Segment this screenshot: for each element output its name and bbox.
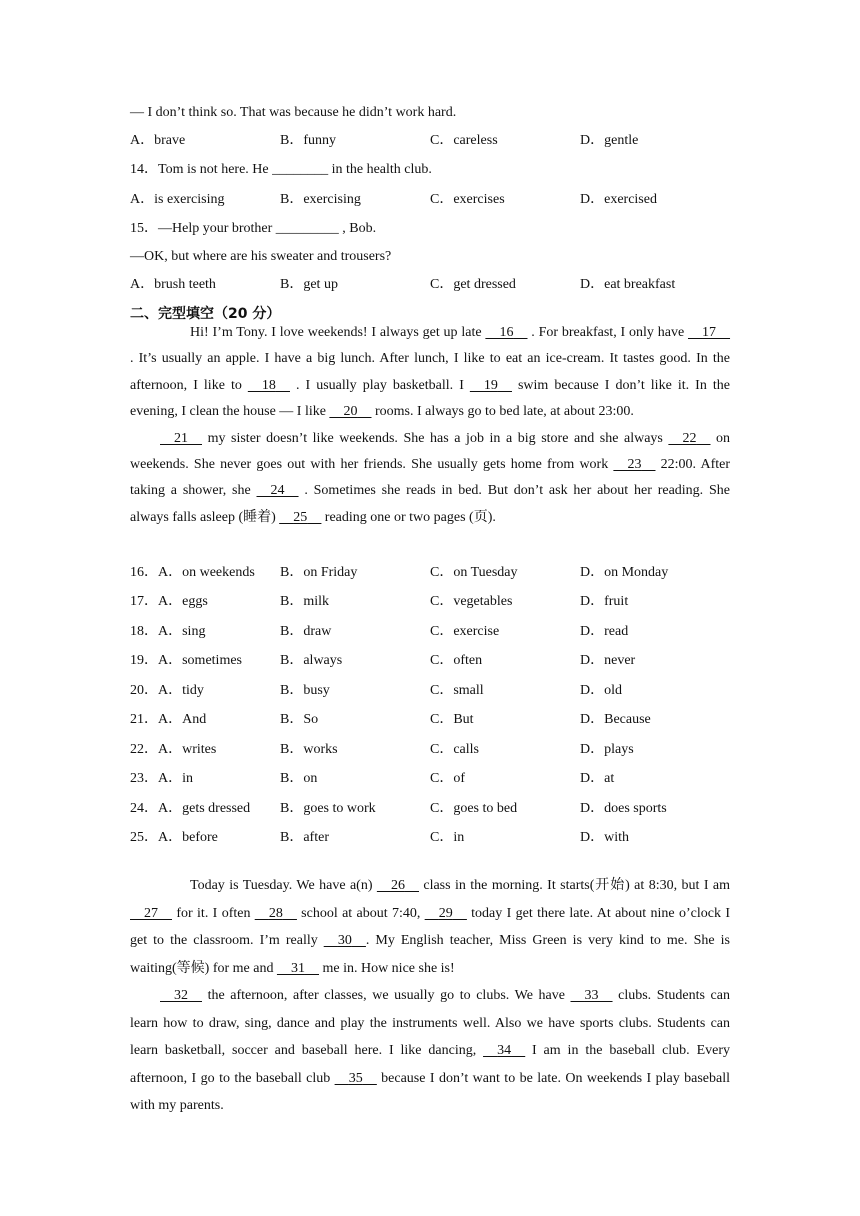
blank-31: 31 — [290, 960, 305, 976]
option-b: B．So — [280, 712, 319, 727]
blank-17: 17 — [702, 325, 717, 340]
question-number: 17． — [130, 594, 158, 609]
question-20 — [130, 681, 730, 701]
option-b: B．busy — [280, 683, 330, 698]
option-a: A．eggs — [158, 594, 208, 609]
option-d: D．never — [580, 653, 636, 668]
question-19 — [130, 651, 730, 671]
option-a: A．gets dressed — [158, 801, 251, 816]
blank-29: 29 — [438, 905, 453, 921]
option-a: A．sometimes — [158, 653, 242, 668]
blank-30: 30 — [337, 933, 352, 948]
option-c: C．But — [430, 712, 474, 727]
passage-1-paragraph-1: Hi! I’m Tony. I love weekends! I always get up late 16 . For breakfast, I only have 17 . It’s usually an apple. I have a big lunch. After lunch, I like to eat an ice-cream. It tastes good. In the afternoon, I like to 18 . I usually play basketball. I 19 swim because I don’t like it. In the evening, I clean the house — I like 20 rooms. I always go to bed late, at about 23:00. — [130, 320, 730, 426]
option-c: C．exercise — [430, 624, 500, 639]
question-16 — [130, 563, 730, 583]
option-b: B．works — [280, 742, 338, 757]
passage-2 — [130, 872, 730, 1120]
option-d: D．with — [580, 830, 629, 845]
option-c: C．of — [430, 771, 465, 786]
q15-options — [130, 275, 730, 295]
option-b: B．funny — [280, 133, 336, 148]
question-number: 20． — [130, 683, 158, 698]
blank-32: 32 — [174, 988, 188, 1003]
blank-26: 26 — [390, 878, 405, 893]
option-d: D．does sports — [580, 801, 667, 816]
blank-34: 34 — [497, 1043, 512, 1058]
passage-2-paragraph-1: Today is Tuesday. We have a(n) 26 class in the morning. It starts(开始) at 8:30, but I am 27 for it. I often 28 school at about 7:40, 29 today I get there late. At about nine o’clock I get to the classroom. I’m really 30 . My English teacher, Miss Green is very kind to me. She is waiting(等候) for me and 31 me in. How nice she is! — [130, 872, 730, 982]
question-number: 23． — [130, 771, 158, 786]
option-d: D．gentle — [580, 133, 639, 148]
question-25 — [130, 828, 730, 848]
option-c: C．careless — [430, 133, 498, 148]
q15-line2: —OK, but where are his sweater and trousers? — [130, 249, 392, 264]
q13-answer-line: — I don’t think so. That was because he didn’t work hard. — [130, 105, 457, 120]
option-c: C．goes to bed — [430, 801, 518, 816]
blank-25: 25 — [293, 509, 308, 525]
blank-23: 23 — [627, 457, 642, 473]
option-d: D．fruit — [580, 594, 629, 609]
q13-options — [130, 131, 730, 151]
question-number: 24． — [130, 801, 158, 816]
blank-19: 19 — [483, 377, 498, 393]
option-d: D．on Monday — [580, 565, 669, 580]
q14-stem: 14．Tom is not here. He ________ in the health club. — [130, 162, 432, 177]
option-b: B．get up — [280, 277, 338, 292]
section-heading: 二、完型填空（20 分） — [130, 306, 281, 322]
question-number: 21． — [130, 712, 158, 727]
question-24 — [130, 799, 730, 819]
passage-2-paragraph-2: 32 the afternoon, after classes, we usually go to clubs. We have 33 clubs. Students can learn how to draw, sing, dance and play the instruments well. Also we have sports clubs. Students can learn basketball, soccer and baseball here. I like dancing, 34 I am in the baseball club. Every afternoon, I go to the baseball club 35 because I don’t want to be late. On weekends I play baseball with my parents. — [130, 982, 730, 1120]
question-number: 19． — [130, 653, 158, 668]
blank-24: 24 — [270, 483, 285, 499]
option-c: C．calls — [430, 742, 479, 757]
q14-options — [130, 190, 730, 210]
question-number: 16． — [130, 565, 158, 580]
blank-27: 27 — [144, 905, 158, 921]
option-a: A．before — [158, 830, 218, 845]
option-d: D．eat breakfast — [580, 277, 676, 292]
option-c: C．on Tuesday — [430, 565, 518, 580]
option-a: A．writes — [158, 742, 217, 757]
option-d: D．plays — [580, 742, 634, 757]
question-21 — [130, 710, 730, 730]
option-b: B．goes to work — [280, 801, 376, 816]
option-c: C．often — [430, 653, 483, 668]
option-a: A．in — [158, 771, 193, 786]
option-b: B．on — [280, 771, 318, 786]
blank-16: 16 — [499, 325, 514, 340]
option-d: D．at — [580, 771, 615, 786]
blank-22: 22 — [682, 430, 697, 446]
option-d: D．read — [580, 624, 629, 639]
option-b: B．exercising — [280, 192, 361, 207]
option-b: B．on Friday — [280, 565, 358, 580]
question-number: 22． — [130, 742, 158, 757]
blank-35: 35 — [348, 1070, 363, 1086]
blank-21: 21 — [174, 430, 188, 446]
option-a: A．brave — [130, 133, 186, 148]
blank-28: 28 — [268, 905, 283, 921]
question-17 — [130, 592, 730, 612]
option-b: B．milk — [280, 594, 330, 609]
option-b: B．after — [280, 830, 329, 845]
option-c: C．in — [430, 830, 465, 845]
option-c: C．exercises — [430, 192, 505, 207]
option-d: D．exercised — [580, 192, 657, 207]
q15-stem: 15．—Help your brother _________ , Bob. — [130, 221, 377, 236]
question-23 — [130, 769, 730, 789]
option-a: A．sing — [158, 624, 206, 639]
passage-1-paragraph-2: 21 my sister doesn’t like weekends. She has a job in a big store and she always 22 on weekends. She never goes out with her friends. She usually gets home from work 23 22:00. After taking a shower, she 24 . Sometimes she reads in bed. But don’t ask her about her reading. She always falls asleep (睡着) 25 reading one or two pages (页). — [130, 426, 730, 532]
question-18 — [130, 622, 730, 642]
option-d: D．old — [580, 683, 622, 698]
option-a: A．on weekends — [158, 565, 255, 580]
option-a: A．brush teeth — [130, 277, 216, 292]
option-a: A．is exercising — [130, 192, 225, 207]
option-c: C．vegetables — [430, 594, 513, 609]
option-c: C．small — [430, 683, 484, 698]
blank-33: 33 — [584, 988, 599, 1003]
option-a: A．And — [158, 712, 207, 727]
question-number: 18． — [130, 624, 158, 639]
option-c: C．get dressed — [430, 277, 516, 292]
option-a: A．tidy — [158, 683, 204, 698]
passage-1 — [130, 320, 730, 531]
option-b: B．always — [280, 653, 343, 668]
question-number: 25． — [130, 830, 158, 845]
option-d: D．Because — [580, 712, 651, 727]
question-22 — [130, 740, 730, 760]
blank-20: 20 — [343, 404, 358, 420]
option-b: B．draw — [280, 624, 332, 639]
blank-18: 18 — [261, 377, 276, 393]
